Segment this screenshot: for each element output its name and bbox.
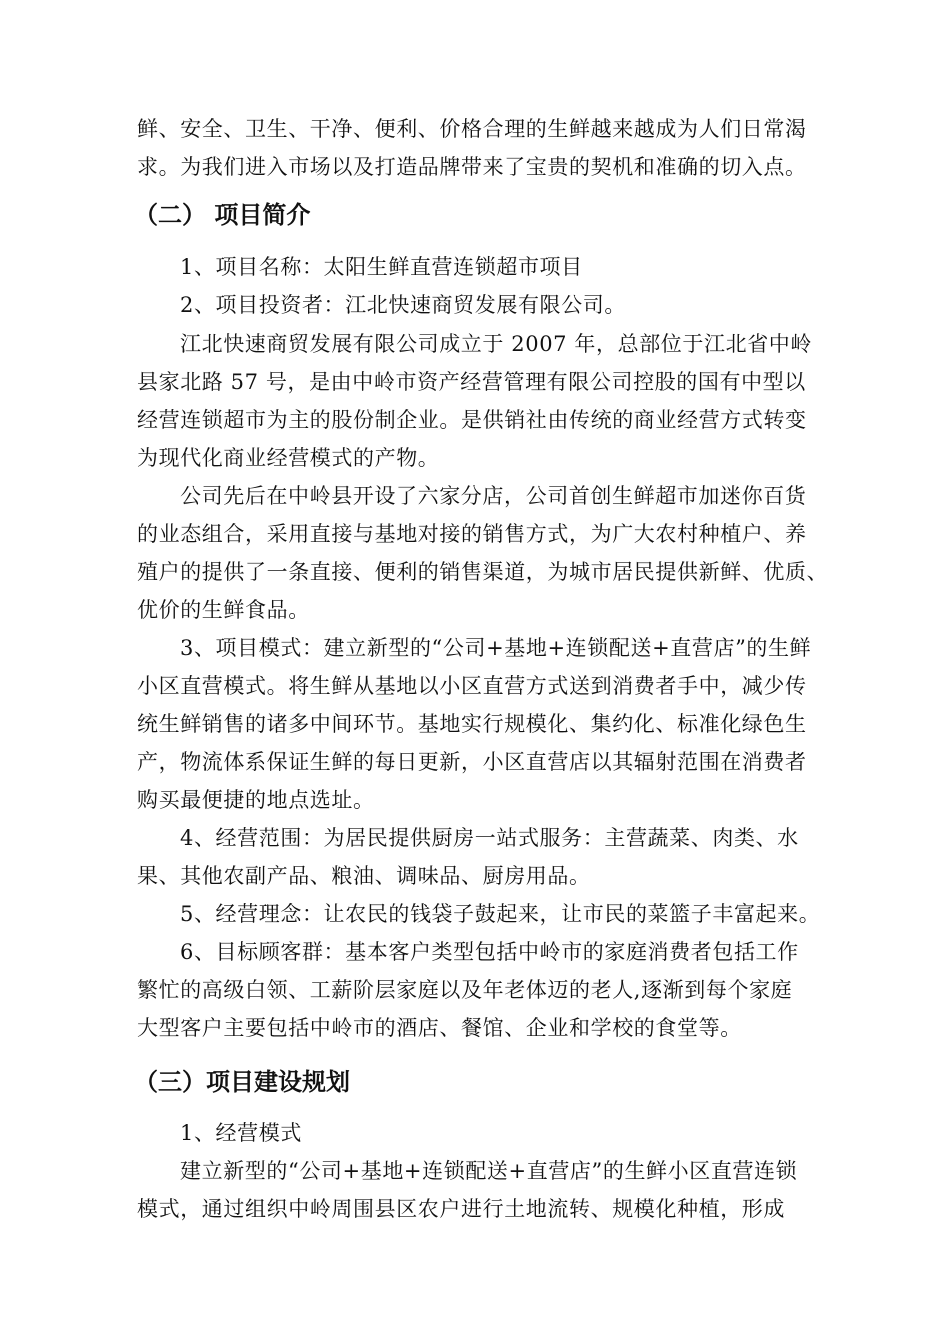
paragraph-line: 模式，通过组织中岭周围县区农户进行土地流转、规模化种植，形成: [137, 1197, 785, 1221]
paragraph-line: 殖户的提供了一条直接、便利的销售渠道，为城市居民提供新鲜、优质、: [137, 560, 829, 584]
paragraph-line: 2、项目投资者：江北快速商贸发展有限公司。: [180, 293, 626, 317]
paragraph-line: 公司先后在中岭县开设了六家分店，公司首创生鲜超市加迷你百货: [180, 484, 807, 508]
section-heading-3: （三）项目建设规划: [134, 1068, 350, 1096]
paragraph-line: 求。为我们进入市场以及打造品牌带来了宝贵的契机和准确的切入点。: [137, 155, 807, 179]
paragraph-line: 大型客户主要包括中岭市的酒店、餐馆、企业和学校的食堂等。: [137, 1016, 742, 1040]
paragraph-line: 小区直营模式。将生鲜从基地以小区直营方式送到消费者手中，减少传: [137, 674, 807, 698]
paragraph-line: 为现代化商业经营模式的产物。: [137, 446, 440, 470]
paragraph-line: 优价的生鲜食品。: [137, 598, 310, 622]
section-heading-2: （二） 项目简介: [134, 201, 311, 229]
paragraph-line: 1、经营模式: [180, 1121, 302, 1145]
paragraph-line: 1、项目名称：太阳生鲜直营连锁超市项目: [180, 255, 583, 279]
paragraph-line: 产，物流体系保证生鲜的每日更新，小区直营店以其辐射范围在消费者: [137, 750, 807, 774]
paragraph-line: 鲜、安全、卫生、干净、便利、价格合理的生鲜越来越成为人们日常渴: [137, 117, 807, 141]
paragraph-line: 县家北路 57 号，是由中岭市资产经营管理有限公司控股的国有中型以: [137, 370, 806, 394]
paragraph-line: 购买最便捷的地点选址。: [137, 788, 375, 812]
paragraph-line: 6、目标顾客群：基本客户类型包括中岭市的家庭消费者包括工作: [180, 940, 799, 964]
paragraph-line: 4、经营范围：为居民提供厨房一站式服务：主营蔬菜、肉类、水: [180, 826, 799, 850]
paragraph-line: 繁忙的高级白领、工薪阶层家庭以及年老体迈的老人,逐渐到每个家庭: [137, 978, 793, 1002]
paragraph-line: 5、经营理念：让农民的钱袋子鼓起来，让市民的菜篮子丰富起来。: [180, 902, 821, 926]
paragraph-line: 果、其他农副产品、粮油、调味品、厨房用品。: [137, 864, 591, 888]
paragraph-line: 经营连锁超市为主的股份制企业。是供销社由传统的商业经营方式转变: [137, 408, 807, 432]
paragraph-line: 江北快速商贸发展有限公司成立于 2007 年，总部位于江北省中岭: [180, 332, 812, 356]
paragraph-line: 建立新型的“公司+基地+连锁配送+直营店”的生鲜小区直营连锁: [180, 1159, 798, 1183]
paragraph-line: 3、项目模式：建立新型的“公司+基地+连锁配送+直营店”的生鲜: [180, 636, 812, 660]
paragraph-line: 统生鲜销售的诸多中间环节。基地实行规模化、集约化、标准化绿色生: [137, 712, 807, 736]
paragraph-line: 的业态组合，采用直接与基地对接的销售方式，为广大农村种植户、养: [137, 522, 807, 546]
